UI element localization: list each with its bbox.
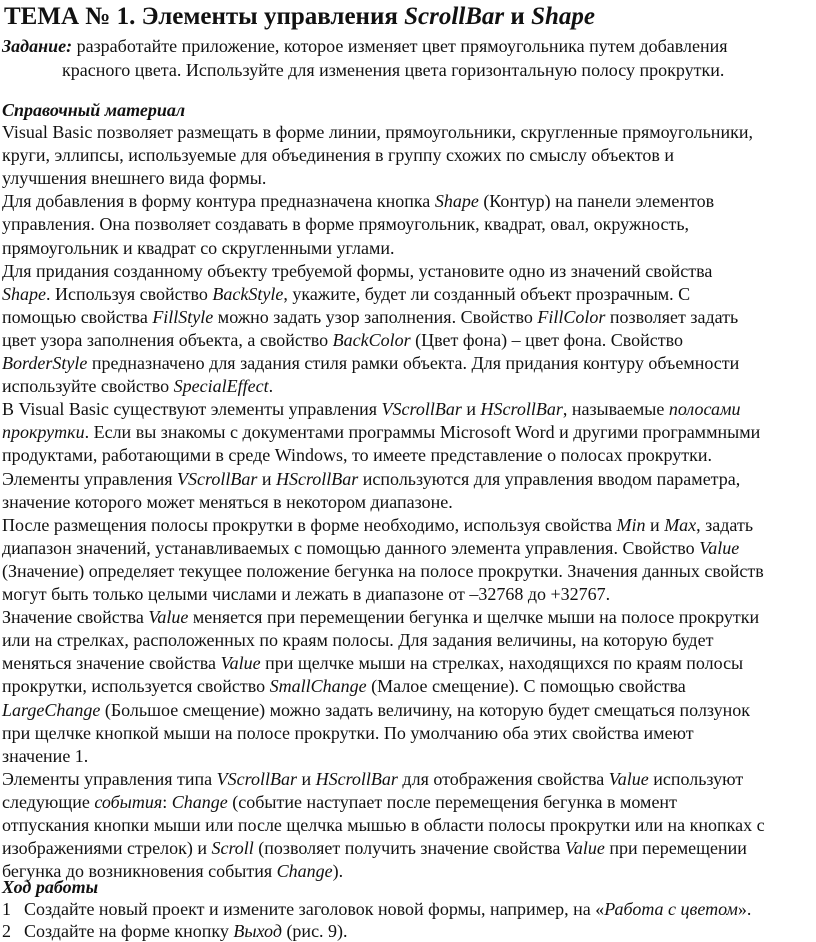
text: для отображения свойства xyxy=(397,768,609,789)
reference-heading: Справочный материал xyxy=(2,100,186,120)
task-label: Задание: xyxy=(2,36,73,56)
text: значение которого может меняться в некотором диапазоне. xyxy=(2,491,453,512)
term: прокрутки xyxy=(2,422,85,443)
text: предназначено для задания стиля рамки объекта. Для придания контуру объемности xyxy=(87,353,740,373)
term: Change xyxy=(171,791,228,812)
title-conjunction: и xyxy=(504,3,532,30)
paragraph-7-line xyxy=(2,652,743,674)
text: В Visual Basic существуют элементы управления xyxy=(2,399,382,420)
paragraph-5-line xyxy=(2,468,740,490)
term: HScrollBar xyxy=(315,768,398,789)
step-text: (рис. 9). xyxy=(281,921,348,941)
term: VScrollBar xyxy=(177,468,258,489)
step-term: Выход xyxy=(233,921,282,941)
term: HScrollBar xyxy=(480,399,563,420)
text: Значение свойства xyxy=(2,607,149,628)
text: Для придания созданному объекту требуемой формы, установите одно из значений свойства xyxy=(2,260,713,281)
text: и xyxy=(461,399,481,420)
paragraph-3-line xyxy=(2,375,273,397)
text: могут быть только целыми числами и лежать в диапазоне от –32768 до +32767. xyxy=(2,584,611,604)
paragraph-4-line xyxy=(2,444,712,466)
text: цвет узора заполнения объекта, а свойство xyxy=(2,329,333,350)
text: используйте свойство xyxy=(2,376,174,397)
term: LargeChange xyxy=(2,699,101,720)
paragraph-6-line xyxy=(2,560,764,582)
title-term-scrollbar: ScrollBar xyxy=(404,3,505,30)
step-number: 1 xyxy=(2,899,11,919)
paragraph-6-line xyxy=(2,537,739,559)
text: и xyxy=(645,514,665,535)
page-title xyxy=(4,2,595,32)
paragraph-2-line xyxy=(2,190,714,212)
text: После размещения полосы прокрутки в форме необходимо, используя свойства xyxy=(2,514,617,535)
term: Value xyxy=(564,838,605,859)
text: при щелчке кнопкой мыши на полосе прокрутки. По умолчанию оба этих свойства имеют xyxy=(2,722,694,743)
text: прокрутки, используется свойство xyxy=(2,676,270,697)
term: BackColor xyxy=(332,329,411,350)
term: Scroll xyxy=(211,838,254,859)
text: улучшения внешнего вида формы. xyxy=(2,168,267,189)
text: Элементы управления типа xyxy=(2,768,217,789)
paragraph-1-line xyxy=(2,121,753,143)
term: полосами xyxy=(668,399,741,420)
step-item xyxy=(2,898,751,920)
text: можно задать узор заполнения. Свойство xyxy=(213,306,538,327)
text: следующие xyxy=(2,791,95,812)
paragraph-3-line xyxy=(2,329,683,351)
term: Value xyxy=(220,653,261,674)
paragraph-8-line xyxy=(2,791,677,813)
workflow-heading: Ход работы xyxy=(2,877,99,897)
text: продуктами, работающими в среде Windows, то имеете представление о полосах прокрутки. xyxy=(2,445,712,466)
step-text: ». xyxy=(737,899,752,919)
text: ). xyxy=(332,861,344,882)
text: (позволяет получить значение свойства xyxy=(253,838,565,859)
text: позволяет задать xyxy=(605,306,739,327)
paragraph-5-line xyxy=(2,491,453,513)
step-number: 2 xyxy=(2,921,11,941)
paragraph-3-line xyxy=(2,260,712,282)
term: Value xyxy=(608,768,649,789)
term: SpecialEffect xyxy=(173,376,269,397)
text: , укажите, будет ли созданный объект прозрачным. С xyxy=(283,283,691,304)
text: , задать xyxy=(696,514,754,535)
text: меняется при перемещении бегунка и щелчке мыши на полосе прокрутки xyxy=(188,607,760,628)
task-text-1: разработайте приложение, которое изменяет цвет прямоугольника путем добавления xyxy=(72,36,728,56)
paragraph-4-line xyxy=(2,421,760,443)
step-text: Создайте новый проект и измените заголовок новой формы, например, на « xyxy=(24,899,605,919)
text: изображениями стрелок) и xyxy=(2,838,212,859)
term: BackStyle xyxy=(212,283,284,304)
term: события xyxy=(94,791,163,812)
text: , называемые xyxy=(562,399,669,420)
text: бегунка до возникновения события xyxy=(2,861,277,882)
text: (Малое смещение). С помощью свойства xyxy=(366,676,686,697)
text: круги, эллипсы, используемые для объединения в группу схожих по смыслу объектов и xyxy=(2,145,675,166)
term: VScrollBar xyxy=(216,768,297,789)
text: при щелчке мыши на стрелках, находящихся по краям полосы xyxy=(260,653,744,674)
paragraph-2-line xyxy=(2,213,689,235)
text: или на стрелках, расположенных по краям полосы. Для задания величины, на которую будет xyxy=(2,630,714,651)
text: Элементы управления xyxy=(2,468,177,489)
paragraph-7-line xyxy=(2,745,88,767)
text: Для добавления в форму контура предназначена кнопка xyxy=(2,191,435,212)
text: (Цвет фона) – цвет фона. Свойство xyxy=(410,329,684,350)
term: FillColor xyxy=(537,306,606,327)
text: управления. Она позволяет создавать в форме прямоугольник, квадрат, овал, окружность, xyxy=(2,214,690,235)
step-text: Создайте на форме кнопку xyxy=(24,921,234,941)
text: . Если вы знакомы с документами программы Microsoft Word и другими программными xyxy=(84,422,761,443)
paragraph-8-line xyxy=(2,837,747,859)
title-term-shape: Shape xyxy=(531,3,595,30)
paragraph-3-line xyxy=(2,352,739,374)
text: значение 1. xyxy=(2,745,89,766)
term: Value xyxy=(148,607,189,628)
text: при перемещении xyxy=(604,838,747,859)
step-term: Работа с цветом xyxy=(604,899,738,919)
text: помощью свойства xyxy=(2,306,153,327)
paragraph-4-line xyxy=(2,398,741,420)
text: отпускания кнопки мыши или после щелчка мышью в области полосы прокрутки или на кнопках с xyxy=(2,815,765,835)
paragraph-1-line xyxy=(2,167,266,189)
paragraph-8-line xyxy=(2,768,743,790)
term: HScrollBar xyxy=(275,468,359,489)
step-item xyxy=(2,920,348,942)
term: Min xyxy=(616,514,646,535)
text: используются для управления вводом параметра, xyxy=(358,468,741,489)
text: (Значение) определяет текущее положение бегунка на полосе прокрутки. Значения данных свойств xyxy=(2,560,764,581)
text: меняться значение свойства xyxy=(2,653,221,674)
paragraph-8-line xyxy=(2,814,765,836)
term: Change xyxy=(276,861,333,882)
text: и xyxy=(296,768,316,789)
text: и xyxy=(257,468,276,489)
task-line-1 xyxy=(2,35,728,57)
paragraph-1-line xyxy=(2,144,674,166)
paragraph-3-line xyxy=(2,283,690,305)
term: Value xyxy=(699,537,740,558)
title-prefix: ТЕМА № 1. Элементы управления xyxy=(4,3,405,30)
term: VScrollBar xyxy=(381,399,462,420)
text: прямоугольник и квадрат со скругленными углами. xyxy=(2,237,395,258)
text: (событие наступает после перемещения бегунка в момент xyxy=(227,791,677,812)
paragraph-6-line xyxy=(2,583,610,605)
term: Shape xyxy=(2,283,46,304)
term: BorderStyle xyxy=(2,353,88,373)
paragraph-3-line xyxy=(2,306,738,328)
text: (Большое смещение) можно задать величину, на которую будет смещаться ползунок xyxy=(100,699,751,720)
text: используют xyxy=(648,768,744,789)
term: Shape xyxy=(434,191,479,212)
text: : xyxy=(162,791,172,812)
task-line-2: красного цвета. Используйте для изменения цвета горизонтальную полосу прокрутки. xyxy=(62,60,725,80)
text: . xyxy=(268,376,274,397)
paragraph-7-line xyxy=(2,699,750,721)
paragraph-7-line xyxy=(2,629,713,651)
term: FillStyle xyxy=(152,306,214,327)
paragraph-7-line xyxy=(2,722,694,744)
term: Max xyxy=(664,514,697,535)
text: Visual Basic позволяет размещать в форме линии, прямоугольники, скругленные прямоугольники, xyxy=(2,122,753,142)
text: . Используя свойство xyxy=(46,283,213,304)
text: (Контур) на панели элементов xyxy=(478,191,715,212)
term: SmallChange xyxy=(269,676,367,697)
paragraph-6-line xyxy=(2,514,753,536)
paragraph-7-line xyxy=(2,675,686,697)
paragraph-7-line xyxy=(2,606,759,628)
paragraph-2-line xyxy=(2,237,394,259)
text: диапазон значений, устанавливаемых с помощью данного элемента управления. Свойство xyxy=(2,537,700,558)
